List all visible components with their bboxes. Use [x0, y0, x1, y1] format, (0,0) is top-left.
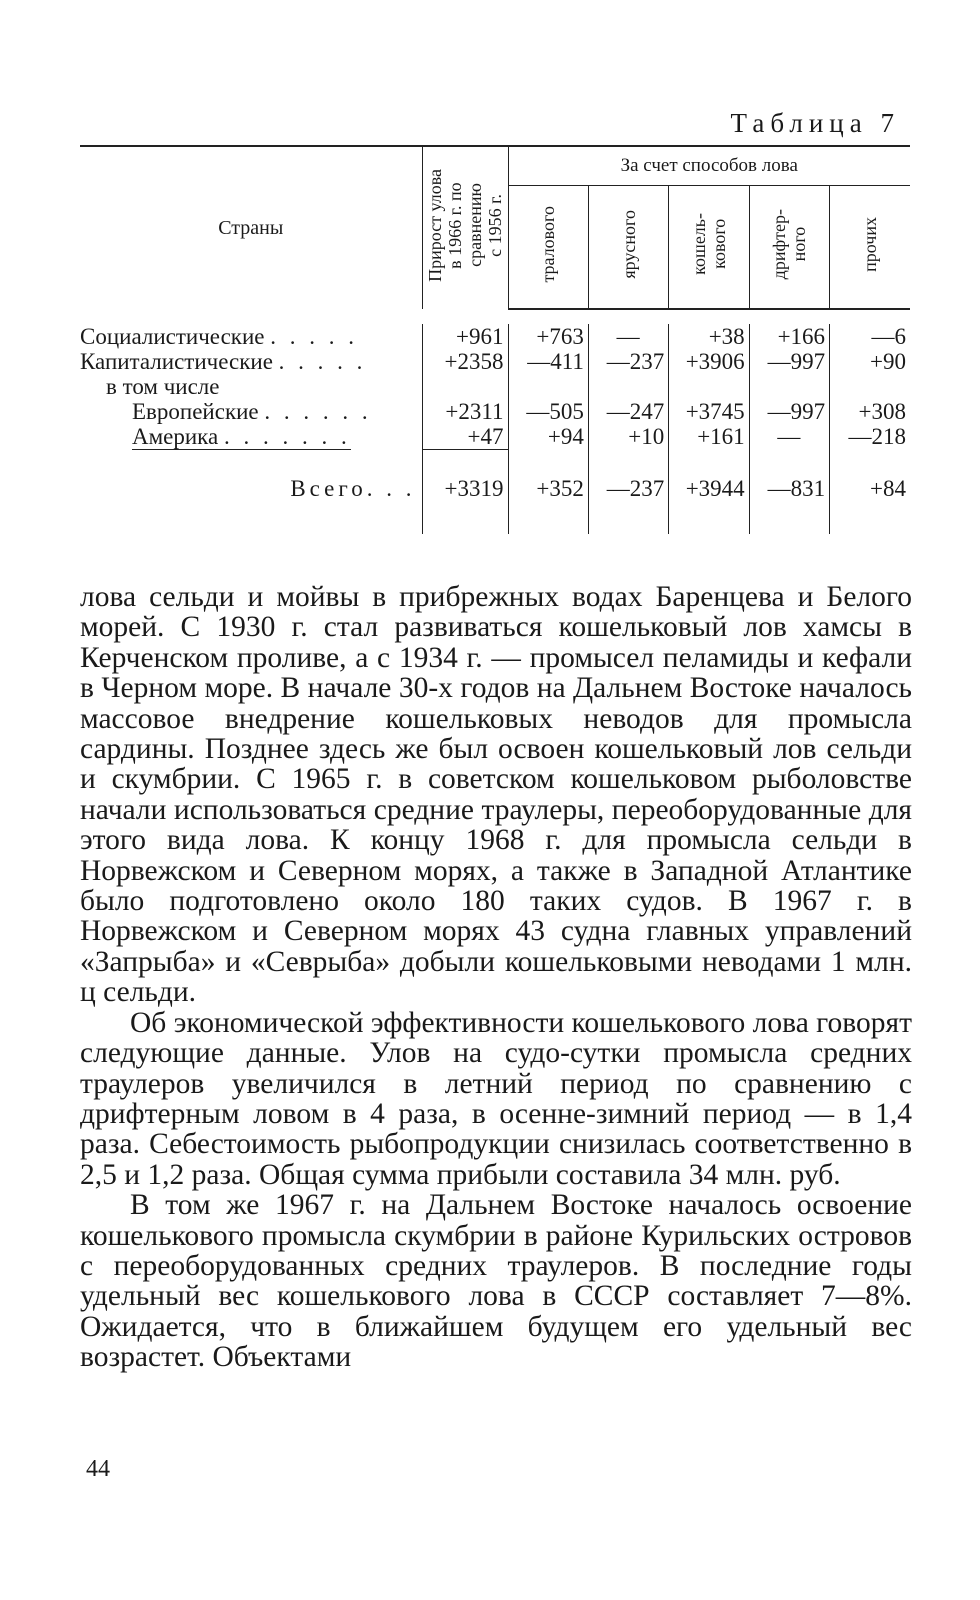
cell: +763	[508, 324, 588, 349]
cell: —237	[588, 472, 668, 506]
header-countries: Страны	[218, 216, 284, 239]
row-name: Социалистические . . . . .	[80, 324, 358, 349]
cell: +10	[588, 424, 668, 450]
table-row-total	[80, 472, 910, 506]
cell: +161	[669, 424, 749, 450]
cell: +3906	[669, 349, 749, 374]
row-name: в том числе	[106, 374, 220, 399]
cell: —997	[749, 349, 829, 374]
cell: +2358	[422, 349, 508, 374]
cell: —831	[749, 472, 829, 506]
header-method-longline: ярусного	[588, 186, 668, 310]
paragraph: Об экономической эффективности кошелькового лова говорят следующие данные. Улов на судо-сутки промысла средних траулеров увеличился в летний период по сравнению с дрифтерным ловом в 4 раза, в осенне-зимний период — в 1,4 раза. Себестоимость рыбопродукции снизилась соответственно в 2,5 и 1,2 раза. Общая сумма прибыли составила 34 млн. руб.	[80, 1006, 912, 1191]
table-row	[80, 399, 910, 424]
table-row	[80, 324, 910, 349]
cell: +38	[669, 324, 749, 349]
table-row	[80, 374, 910, 399]
cell	[508, 374, 588, 399]
header-total-growth	[422, 146, 508, 309]
cell	[669, 374, 749, 399]
row-name: Капиталистические . . . . .	[80, 349, 367, 374]
cell: +3319	[422, 472, 508, 506]
cell: +352	[508, 472, 588, 506]
cell: +166	[749, 324, 829, 349]
cell: +2311	[422, 399, 508, 424]
cell: —997	[749, 399, 829, 424]
cell: —247	[588, 399, 668, 424]
cell	[588, 374, 668, 399]
cell: —218	[830, 424, 910, 450]
cell: +3745	[669, 399, 749, 424]
header-group: За счет способов лова	[508, 146, 910, 186]
table-row	[80, 424, 910, 450]
cell: —411	[508, 349, 588, 374]
paragraph: В том же 1967 г. на Дальнем Востоке началось освоение кошелькового промысла скумбрии в районе Курильских островов с переоборудованных средних траулеров. В последние годы удельный вес кошелькового лова в СССР составляет 7—8%. Ожидается, что в ближайшем будущем его удельный вес возрастет. Объектами	[80, 1189, 912, 1374]
cell: —	[588, 324, 668, 349]
cell: +84	[830, 472, 910, 506]
header-method-purse: кошель- кового	[669, 186, 749, 310]
page-number: 44	[86, 1456, 110, 1482]
row-name: Европейские . . . . . .	[132, 399, 372, 424]
header-method-drift: дрифтер- ного	[749, 186, 829, 310]
row-name: Америка . . . . . . .	[132, 424, 351, 450]
body-text	[80, 582, 912, 1373]
table-row	[80, 349, 910, 374]
header-total-growth-label: Прирост улова в 1966 г. по сравнению с 1956 г.	[425, 168, 505, 282]
cell: —237	[588, 349, 668, 374]
cell: +90	[830, 349, 910, 374]
paragraph: лова сельди и мойвы в прибрежных водах Баренцева и Белого морей. С 1930 г. стал развиваться кошельковый лов хамсы в Керченском проливе, а с 1934 г. — промысел пеламиды и кефали в Черном море. В начале 30-х годов на Дальнем Востоке началось массовое внедрение кошельковых неводов для промысла сардины. Позднее здесь же был освоен кошельковый лов сельди и скумбрии. С 1965 г. в советском кошельковом рыболовстве начали использоваться средние траулеры, переоборудованные для этого вида лова. К концу 1968 г. для промысла сельди в Норвежском и Северном морях, а также в Западной Атлантике было подготовлено около 180 таких судов. В 1967 г. в Норвежском и Северном морях 43 судна главных управлений «Запрыба» и «Севрыба» добыли кошельковыми неводами 1 млн. ц сельди.	[80, 581, 912, 1009]
header-method-trawl: тралового	[508, 186, 588, 310]
data-table	[80, 145, 910, 534]
table-caption: Таблица 7	[730, 108, 900, 138]
cell: —505	[508, 399, 588, 424]
cell: +3944	[669, 472, 749, 506]
cell: +961	[422, 324, 508, 349]
cell: +94	[508, 424, 588, 450]
cell	[749, 374, 829, 399]
cell: —6	[830, 324, 910, 349]
cell: +308	[830, 399, 910, 424]
header-method-other: прочих	[830, 186, 910, 310]
data-table-wrapper	[80, 145, 910, 534]
cell: +47	[422, 424, 508, 450]
cell: —	[749, 424, 829, 450]
cell	[422, 374, 508, 399]
total-label: Всего. . .	[290, 476, 416, 501]
cell	[830, 374, 910, 399]
